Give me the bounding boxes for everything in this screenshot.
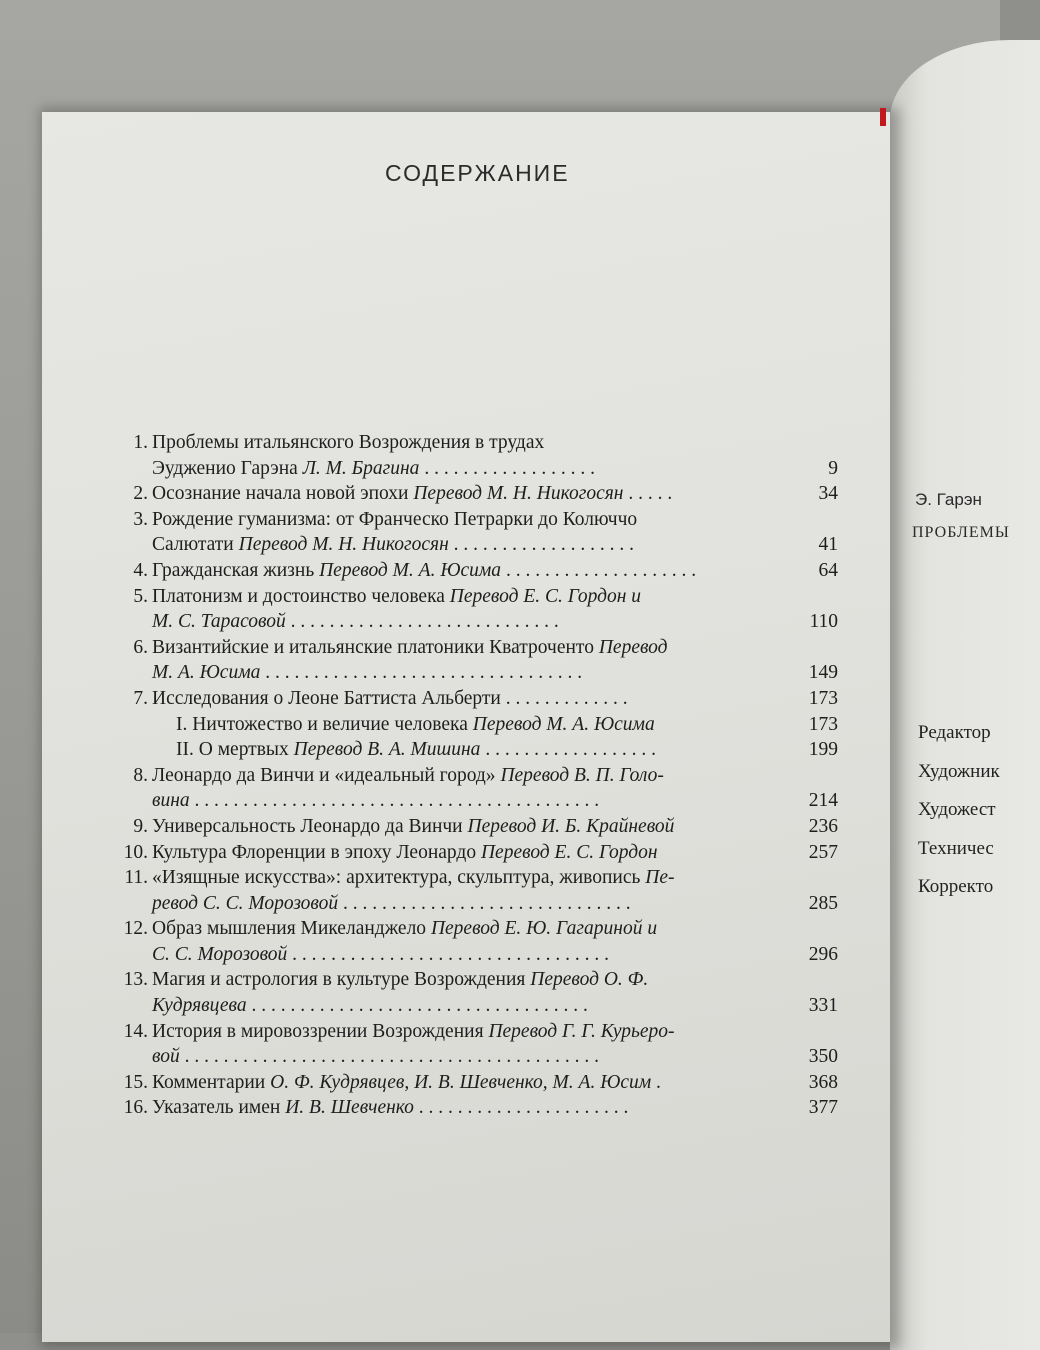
toc-leader-dots: . . . . . . . . . . . . . [500,687,628,709]
toc-entry [108,558,838,584]
toc-entry-text [152,635,778,661]
toc-entry-number: 15. [123,1071,148,1093]
toc-translator: вина [152,790,190,812]
toc-line [108,686,838,712]
toc-page-number: 173 [808,713,838,735]
toc-entry-number: 10. [123,841,148,863]
toc-entry-text [176,712,778,738]
toc-entry [108,763,838,814]
toc-line [108,481,838,507]
adjacent-series: ПРОБЛЕМЫ [912,524,1010,541]
toc-entry [108,1019,838,1070]
toc-line [108,532,838,558]
adjacent-credit-label: Художник [918,761,1000,782]
toc-page-number: 236 [808,815,838,837]
toc-translator: Перевод [598,636,668,658]
toc-page-number: 350 [808,1046,838,1068]
toc-translator: Перевод Е. Ю. Гагариной и [430,918,658,940]
toc-line [108,635,838,661]
toc-entry-text [152,1095,778,1121]
adjacent-credit-label: Техничес [918,838,994,859]
toc-title: Платонизм и достоинство человека [152,585,450,607]
toc-entry-number: 14. [123,1020,148,1042]
toc-title: Образ мышления Микеланджело [152,918,431,940]
toc-title: Универсальность Леонардо да Винчи [152,815,468,837]
toc-line [108,1044,838,1070]
toc-entry-number: 5. [133,585,148,607]
toc-translator: Перевод М. А. Юсима [472,713,655,735]
toc-entry-text [152,865,778,891]
toc-translator: О. Ф. Кудрявцев, И. В. Шевченко, М. А. Юсим [270,1071,652,1093]
toc-line [108,967,838,993]
toc-page-number: 368 [808,1071,838,1093]
toc-title: Гражданская жизнь [152,559,320,581]
toc-entry-text [152,814,778,840]
toc-page-number: 285 [808,892,838,914]
toc-line [108,942,838,968]
page-title: СОДЕРЖАНИЕ [385,160,570,186]
toc-entry-number: 4. [133,559,148,581]
toc-translator: Перевод М. А. Юсима [319,559,502,581]
toc-entry [108,584,838,635]
toc-leader-dots: . . . . . . . . . . . . . . . . . . . . [501,559,697,581]
toc-page-number: 199 [808,739,838,761]
toc-entry-text [152,942,778,968]
toc-entry-text [176,737,778,763]
toc-page-number: 377 [808,1097,838,1119]
toc-translator: Перевод В. П. Голо- [500,764,664,786]
toc-entry [108,430,838,481]
toc-entry [108,507,838,558]
bookmark-ribbon [880,108,886,126]
toc-line [108,840,838,866]
toc-title: II. О мертвых [176,739,294,761]
toc-entry [108,916,838,967]
toc-leader-dots: . . . . . . . . . . . . . . . . . . [419,457,595,479]
toc-line [108,763,838,789]
toc-page-number: 110 [809,611,838,633]
toc-entry-number: 11. [124,867,148,889]
toc-line [108,456,838,482]
toc-page-number: 257 [808,841,838,863]
toc-page-number: 34 [818,483,838,505]
toc-line [108,609,838,635]
adjacent-author: Э. Гарэн [915,490,982,509]
adjacent-credit-label: Художест [918,799,996,820]
toc-entry-text [152,532,778,558]
toc-translator: Перевод Г. Г. Курьеро- [488,1020,675,1042]
toc-page-number: 149 [808,662,838,684]
toc-entry-text [152,609,778,635]
toc-translator: Кудрявцева [152,995,247,1017]
toc-leader-dots: . . . . . . . . . . . . . . . . . . . . . . . . . . . . . . . . . . . . . . . . . . [189,790,600,812]
toc-entry-text [152,891,778,917]
toc-title: Леонардо да Винчи и «идеальный город» [152,764,501,786]
toc-entry [108,865,838,916]
toc-title: Исследования о Леоне Баттиста Альберти [152,687,501,709]
adjacent-credit-label: Корректо [918,876,994,897]
toc-entry-text [152,1044,778,1070]
toc-line [108,916,838,942]
toc-leader-dots: . . . . . . . . . . . . . . . . . . . [448,534,634,556]
toc-entry-text [152,456,778,482]
adjacent-page [890,40,1040,1350]
toc-line [108,814,838,840]
toc-translator: Перевод Е. С. Гордон [480,841,658,863]
toc-leader-dots: . . . . . . . . . . . . . . . . . . . . . . . . . . . . . . . . . . . . . . . . . . . [179,1046,599,1068]
toc-translator: М. А. Юсима [152,662,261,684]
toc-entry-text [152,686,778,712]
toc-page-number: 9 [828,457,838,479]
toc-line [108,1095,838,1121]
toc-entry-number: 7. [133,687,148,709]
toc-entry [108,840,838,866]
toc-line [108,430,838,456]
toc-entry-text [152,481,778,507]
toc-title: История в мировоззрении Возрождения [152,1020,489,1042]
toc-title: «Изящные искусства»: архитектура, скульптура, живопись [152,867,646,889]
toc-translator: Перевод М. Н. Никогосян [238,534,449,556]
toc-entry-text [152,584,778,610]
toc-translator: вой [152,1046,180,1068]
toc-entry-text [152,1019,778,1045]
toc-leader-dots: . [651,1071,661,1093]
toc-entry-text [152,1070,778,1096]
toc-entry [108,1095,838,1121]
toc-entry-text [152,507,778,533]
toc-page-number: 296 [808,943,838,965]
toc-title: Салютати [152,534,239,556]
toc-page-number: 331 [808,995,838,1017]
toc-translator: Перевод В. А. Мишина [293,739,481,761]
toc-title: Эудженио Гарэна [152,457,303,479]
toc-translator: Перевод Е. С. Гордон и [449,585,642,607]
toc-translator: Л. М. Брагина [302,457,420,479]
toc-page-number: 64 [818,559,838,581]
toc-entry-text [152,430,778,456]
toc-title: Магия и астрология в культуре Возрождения [152,969,531,991]
toc-translator: ревод С. С. Морозовой [152,892,339,914]
toc-entry [108,635,838,686]
toc-leader-dots: . . . . . . . . . . . . . . . . . . . . . . . . . . . . . . . . . [287,943,610,965]
toc-translator: Перевод И. Б. Крайневой [467,815,675,837]
toc-title: I. Ничтожество и величие человека [176,713,473,735]
toc-entry-number: 2. [133,483,148,505]
toc-title: Комментарии [152,1071,271,1093]
toc-entry-number: 1. [133,432,148,453]
toc-line [108,788,838,814]
toc-line [108,1019,838,1045]
toc-title: Осознание начала новой эпохи [152,483,414,505]
toc-line [108,558,838,584]
toc-entry-text [152,558,778,584]
toc-line [108,1070,838,1096]
toc-entry-number: 3. [133,508,148,530]
toc-translator: С. С. Морозовой [152,943,288,965]
toc-entry-text [152,993,778,1019]
toc-title: Культура Флоренции в эпоху Леонардо [152,841,481,863]
toc-line [108,865,838,891]
toc-line [108,891,838,917]
toc-title: Византийские и итальянские платоники Кватроченто [152,636,599,658]
toc-title: Указатель имен [152,1097,286,1119]
toc-line [108,584,838,610]
toc-title: Рождение гуманизма: от Франческо Петрарки до Колюччо [152,508,638,530]
toc-translator: Перевод М. Н. Никогосян [413,483,624,505]
toc-entry-number: 6. [133,636,148,658]
toc-leader-dots: . . . . . . . . . . . . . . . . . . [480,739,656,761]
toc-page-number: 173 [808,687,838,709]
toc-entry-text [152,788,778,814]
toc-line [108,660,838,686]
toc-entry [108,814,838,840]
toc-leader-dots: . . . . . . . . . . . . . . . . . . . . . . . . . . . . . . [338,892,631,914]
toc-translator: И. В. Шевченко [285,1097,414,1119]
toc-entry [108,481,838,507]
toc-line [108,507,838,533]
toc-page-number: 41 [818,534,838,556]
toc-entry [108,967,838,1018]
toc-leader-dots: . . . . . . . . . . . . . . . . . . . . . . . . . . . . [285,611,559,633]
toc-line [108,712,838,738]
toc-leader-dots: . . . . . . . . . . . . . . . . . . . . . . . . . . . . . . . . . . . [246,995,588,1017]
toc-entry-number: 13. [123,969,148,991]
toc-entry-number: 16. [123,1097,148,1119]
toc-line [108,737,838,763]
toc-entry-text [152,763,778,789]
toc-leader-dots: . . . . . . . . . . . . . . . . . . . . . . . . . . . . . . . . . [260,662,583,684]
toc-translator: Перевод О. Ф. [530,969,649,991]
toc-entry-text [152,967,778,993]
toc-leader-dots: . . . . . . . . . . . . . . . . . . . . . . [413,1097,629,1119]
table-of-contents [108,430,838,1121]
toc-entry-text [152,840,778,866]
toc-line [108,993,838,1019]
toc-page-number: 214 [808,790,838,812]
toc-entry-number: 8. [133,764,148,786]
toc-translator: Пе- [645,867,675,889]
toc-entry-text [152,916,778,942]
toc-entry [108,686,838,763]
toc-entry-number: 12. [123,918,148,940]
toc-entry-text [152,660,778,686]
toc-leader-dots: . . . . . [623,483,673,505]
toc-entry [108,1070,838,1096]
toc-entry-number: 9. [133,815,148,837]
adjacent-credit-label: Редактор [918,722,991,743]
toc-translator: М. С. Тарасовой [152,611,286,633]
toc-title: Проблемы итальянского Возрождения в трудах [152,432,545,453]
